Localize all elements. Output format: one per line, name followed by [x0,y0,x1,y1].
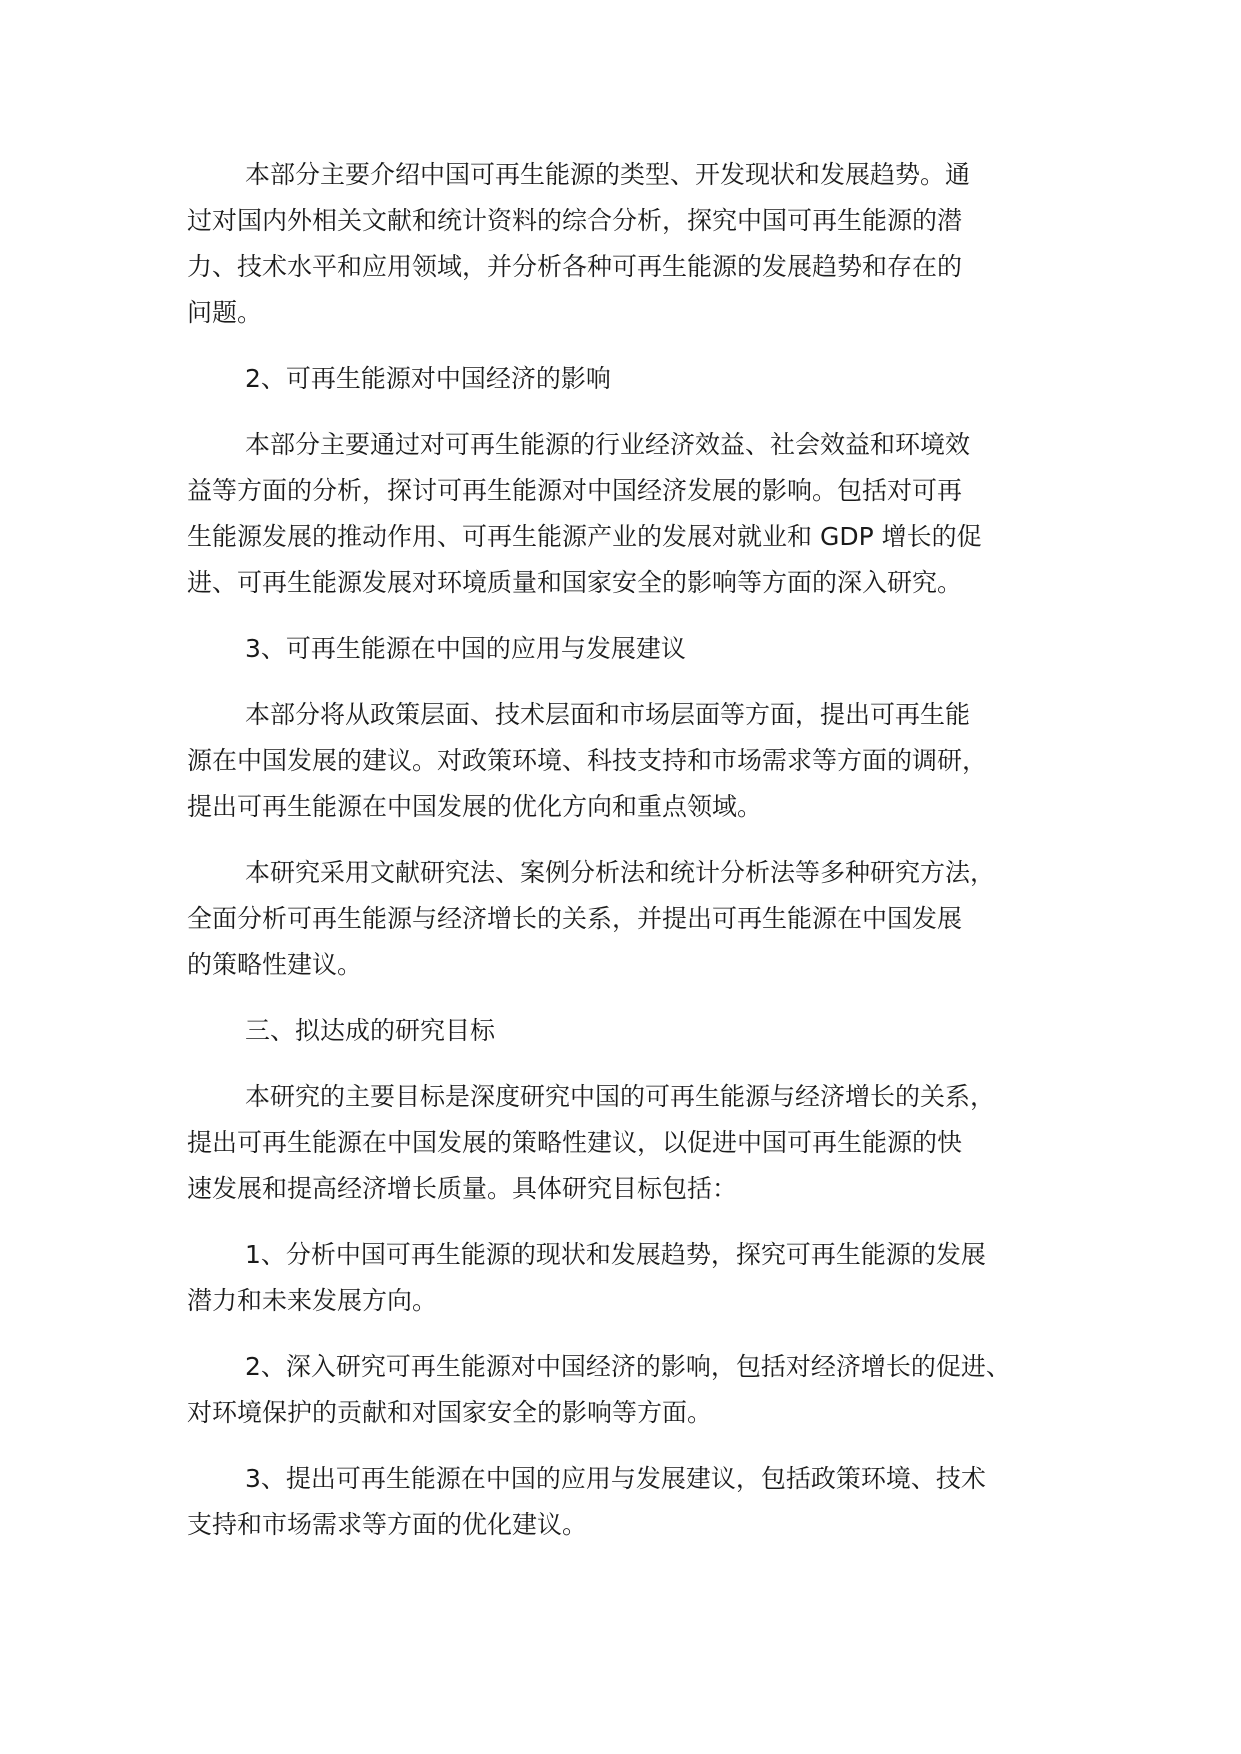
text-line: 的策略性建议。 [187,950,363,979]
text-line: 本部分主要通过对可再生能源的行业经济效益、社会效益和环境效 [245,430,971,459]
text-line: 2、深入研究可再生能源对中国经济的影响，包括对经济增长的促进、 [245,1352,1011,1381]
objective-item-3 [187,1456,1077,1548]
text-line: 源在中国发展的建议。对政策环境、科技支持和市场需求等方面的调研， [187,746,988,775]
section-heading-2 [187,356,1077,402]
text-line: 问题。 [187,298,263,327]
text-line: 本研究的主要目标是深度研究中国的可再生能源与经济增长的关系， [245,1082,996,1111]
text-line: 本部分将从政策层面、技术层面和市场层面等方面，提出可再生能 [245,700,971,729]
text-line: 本部分主要介绍中国可再生能源的类型、开发现状和发展趋势。通 [245,160,971,189]
text-line: 支持和市场需求等方面的优化建议。 [187,1510,588,1539]
text-line: 进、可再生能源发展对环境质量和国家安全的影响等方面的深入研究。 [187,568,963,597]
text-line: 力、技术水平和应用领域，并分析各种可再生能源的发展趋势和存在的 [187,252,963,281]
text-line: 3、提出可再生能源在中国的应用与发展建议，包括政策环境、技术 [245,1464,986,1493]
paragraph-objectives-intro [187,1074,1077,1212]
document-body [187,152,1077,1568]
paragraph-overview [187,152,1077,336]
heading-text: 3、可再生能源在中国的应用与发展建议 [245,634,686,663]
text-line: 速发展和提高经济增长质量。具体研究目标包括： [187,1174,738,1203]
text-line: 全面分析可再生能源与经济增长的关系，并提出可再生能源在中国发展 [187,904,963,933]
objective-item-2 [187,1344,1077,1436]
text-line: 提出可再生能源在中国发展的优化方向和重点领域。 [187,792,763,821]
text-line: 益等方面的分析，探讨可再生能源对中国经济发展的影响。包括对可再 [187,476,963,505]
text-line: 生能源发展的推动作用、可再生能源产业的发展对就业和 GDP 增长的促 [187,522,982,551]
text-line: 提出可再生能源在中国发展的策略性建议，以促进中国可再生能源的快 [187,1128,963,1157]
text-line: 过对国内外相关文献和统计资料的综合分析，探究中国可再生能源的潜 [187,206,963,235]
heading-text: 2、可再生能源对中国经济的影响 [245,364,611,393]
heading-text: 三、拟达成的研究目标 [245,1016,496,1045]
objective-item-1 [187,1232,1077,1324]
section-heading-objectives [187,1008,1077,1054]
paragraph-suggestions [187,692,1077,830]
text-line: 对环境保护的贡献和对国家安全的影响等方面。 [187,1398,713,1427]
paragraph-methods [187,850,1077,988]
text-line: 潜力和未来发展方向。 [187,1286,438,1315]
text-line: 本研究采用文献研究法、案例分析法和统计分析法等多种研究方法， [245,858,996,887]
section-heading-3 [187,626,1077,672]
text-line: 1、分析中国可再生能源的现状和发展趋势，探究可再生能源的发展 [245,1240,986,1269]
paragraph-economic-impact [187,422,1077,606]
